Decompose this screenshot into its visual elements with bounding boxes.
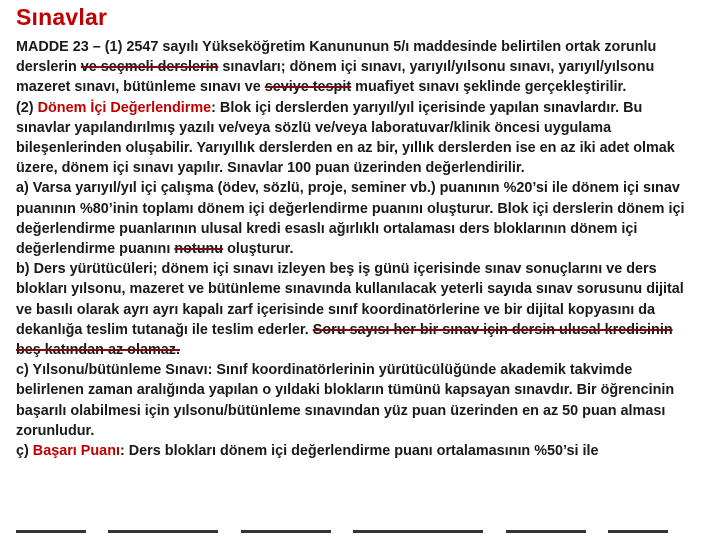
cutoff-fragment	[108, 530, 218, 533]
clause-number: ç)	[16, 443, 33, 460]
cutoff-text-line	[16, 530, 688, 542]
section-label: Dönem İçi Değerlendirme	[37, 99, 212, 116]
text-span: c) Yılsonu/bütünleme Sınavı: Sınıf koordinatörlerinin yürütücülüğünde akademik takvimde belirlenen zaman aralığında yapılan o yıldaki blokların tümünü kapsayan sınavdır. Bir öğrencinin başarılı olabilmesi için yılsonu/bütünleme sınavından yüz puan üzerinden en az 50 puan alması zorunludur.	[16, 362, 675, 439]
text-span: :	[119, 443, 125, 460]
paragraph-c-cedilla	[16, 441, 688, 461]
paragraph-b	[16, 259, 688, 360]
paragraph-a	[16, 178, 688, 259]
clause-number: (2)	[16, 99, 38, 116]
page-title: Sınavlar	[16, 4, 108, 30]
cutoff-fragment	[608, 530, 668, 533]
struck-text: seviye tespit	[264, 79, 352, 96]
paragraph-c	[16, 360, 688, 441]
struck-text: ve seçmeli derslerin	[80, 59, 219, 76]
cutoff-fragment	[241, 530, 331, 533]
cutoff-fragment	[506, 530, 586, 533]
cutoff-fragment	[16, 530, 86, 533]
text-span: muafiyet sınavı şeklinde gerçekleştirilir.	[351, 79, 627, 96]
struck-text: notunu	[174, 241, 224, 258]
cutoff-fragment	[353, 530, 483, 533]
text-span: sınavları; dönem içi sınavı, yarıyıl/yılsonu sınavı, yarıyıl/yılsonu mazeret sınavı, bütünleme sınavı ve	[16, 59, 655, 96]
paragraph-madde-23	[16, 37, 688, 98]
document-body	[16, 37, 688, 461]
section-label: Başarı Puanı	[32, 443, 120, 460]
text-span: oluşturur.	[223, 241, 294, 258]
paragraph-donem-ici	[16, 98, 688, 179]
text-span: Ders blokları dönem içi değerlendirme puanı ortalamasının %50’si ile	[124, 443, 599, 460]
text-span: MADDE 23 – (1) 2547 sayılı Yükseköğretim Kanununun 5/ı maddesinde belirtilen ortak zorunlu derslerin	[16, 39, 657, 76]
text-span: a) Varsa yarıyıl/yıl içi çalışma (ödev, sözlü, proje, seminer vb.) puanının %20’si ile dönem içi sınav puanının %80’inin toplamı dönem içi değerlendirme puanını oluşturur. Blok içi derslerin dönem içi değerlendirme puanlarının ulusal kredi esaslı ağırlıklı ortalaması ders bloklarının dönem içi değerlendirme puanını	[16, 180, 685, 258]
struck-text: Soru sayısı her bir sınav için dersin ulusal kredisinin beş katından az olamaz.	[16, 321, 673, 359]
text-span: Blok içi derslerden yarıyıl/yıl içerisinde yapılan sınavlardır. Bu sınavlar yapılandırılmış yazılı ve/veya sözlü ve/veya laboratuvar/klinik öncesi uygulama bileşenlerinden oluşabilir. Yarıyıllık derslerden en az bir, yıllık derslerden ise en az iki adet olmak üzere, dönem içi sınavı yapılır. Sınavlar 100 puan üzerinden değerlendirilir.	[16, 99, 675, 177]
text-span: b) Ders yürütücüleri; dönem içi sınavı izleyen beş iş günü içerisinde sınav sonuçlarını ve ders blokları yılsonu, mazeret ve bütünleme sınavında kullanılacak yeterli sayıda sınav sorusunu dijital ve basılı olarak ayrı ayrı kapalı zarf içerisinde sınıf koordinatörlerine ve bir dijital kopyasını da dekanlığa teslim tutanağı ile teslim ederler.	[16, 261, 684, 338]
text-span: :	[211, 99, 216, 116]
